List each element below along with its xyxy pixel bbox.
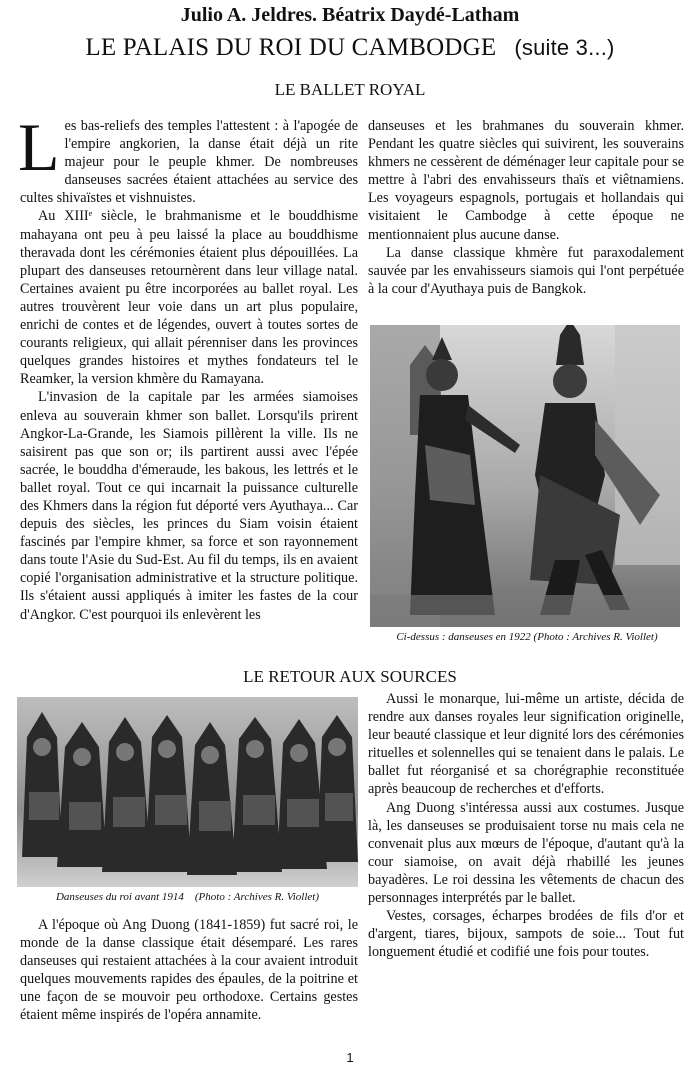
page-title bbox=[0, 34, 700, 62]
paragraph-ang-duong: A l'époque où Ang Duong (1841-1859) fut sacré roi, le monde de la danse classique était désemparé. Les rares danseuses qui restaient attachées à la cour avaient introduit quelques mouvements rapides des épaules, de la poitrine et une façon de se mouvoir peu orthodoxe. Certains gestes étaient même inspirés de l'opéra annamite. bbox=[20, 917, 358, 1024]
dropcap-letter: L bbox=[18, 109, 60, 185]
paragraph-danse-classique: La danse classique khmère fut paraxodalement sauvée par les envahisseurs siamois qui l'ont perpétuée à la cour d'Ayuthaya puis de Bangkok. bbox=[368, 244, 684, 297]
paragraph-vestes: Vestes, corsages, écharpes brodées de fils d'or et d'argent, tiares, bijoux, sampots de soie... Tout fut longuement étudié et codifié une fois pour toutes. bbox=[368, 908, 684, 961]
paragraph-monarque: Aussi le monarque, lui-même un artiste, décida de rendre aux danses royales leur signification originelle, leur beauté classique et leur dignité lors des cérémonies rituelles et solennelles qui se tenaient dans le palais. Le ballet fut réorganisé et sa chorégraphie reconstituée après beaucoup de recherches et d'efforts. bbox=[368, 691, 684, 798]
page-number: 1 bbox=[346, 1050, 354, 1065]
photo-dancers-1922-image bbox=[370, 325, 680, 627]
title-suite: (suite 3...) bbox=[514, 35, 615, 60]
paragraph-xiii-siecle: Au XIIIᵉ siècle, le brahmanisme et le bouddhisme mahayana ont peu à peu laissé la place au bouddhisme theravada dont les cérémonies étaient plus dépouillées. La plupart des danseuses retournèrent dans leur village natal. Certaines avaient pu être incorporées au ballet royal. Les autres trouvèrent leur voie dans un art plus populaire, enrichi de contes et de légendes, ouvert à toutes sortes de courants religieux, qui allait pérenniser dans les provinces quelques grandes histoires et mythes fondateurs tel le Reamker, la version khmère du Ramayana. bbox=[20, 208, 358, 388]
section-title-retour-aux-sources: LE RETOUR AUX SOURCES bbox=[243, 667, 457, 686]
column-right-2 bbox=[368, 690, 684, 961]
paragraph-invasion: L'invasion de la capitale par les armées siamoises enleva au souverain khmer son ballet. Lorsqu'ils prirent Angkor-La-Grande, les Siamois pillèrent la ville. Ils ne saisirent pas que son or; ils partirent aussi avec l'épée sacrée, le bouddha d'émeraude, les bakous, les lettrés et le ballet royal. Tout ce qui incarnait la puissance culturelle des Khmers dans la région fut déporté vers Ayuthaya... Car depuis des siècles, les princes du Siam voisin étaient fascinés par l'empire khmer, sa force et son rayonnement dans toute l'Asie du Sud-Est. Au fil du temps, ils en avaient copié l'organisation administrative et la structure politique. Ils s'étaient aussi appliqués à imiter les fastes de la cour d'Angkor. C'est pourquoi ils enlevèrent les bbox=[20, 389, 358, 623]
caption-photo-1922: Ci-dessus : danseuses en 1922 (Photo : Archives R. Viollet) bbox=[396, 631, 658, 643]
section-title-ballet-royal: LE BALLET ROYAL bbox=[274, 80, 426, 99]
paragraph-continuation: danseuses et les brahmanes du souverain khmer. Pendant les quatre siècles qui suivirent, les souverains khmers ne cessèrent de déménager leur capitale pour se mettre à l'abri des envahisseurs thaïs et viêtnamiens. Les voyageurs espagnols, portugais et hollandais qui visitaient le Cambodge à cette époque ne mentionnaient plus aucune danse. bbox=[368, 118, 684, 243]
caption-photo-1914: Danseuses du roi avant 1914 (Photo : Archives R. Viollet) bbox=[55, 891, 320, 903]
photo-dancers-1922 bbox=[370, 325, 680, 627]
column-right-1 bbox=[368, 117, 684, 298]
column-left-1 bbox=[18, 109, 358, 624]
photo-dancers-before-1914 bbox=[17, 697, 358, 887]
column-left-2 bbox=[20, 916, 358, 1025]
paragraph-intro-text: es bas-reliefs des temples l'attestent : à l'apogée de l'empire angkorien, la danse était déjà un rite majeur pour le peuple khmer. De nombreuses danseuses sacrées étaient attachées au service des cultes shivaïstes et vishnuistes. bbox=[20, 118, 358, 207]
photo-dancers-before-1914-image bbox=[17, 697, 358, 887]
paragraph-costumes: Ang Duong s'intéressa aussi aux costumes. Jusque là, les danseuses se produisaient torse nu mais cela ne convenait plus aux mœurs de l'époque, d'autant qu'à la cour siamoise, on avait déjà rhabillé les jeunes bayadères. Le roi dessina les vêtements de chacun des personnages interprétés par le ballet. bbox=[368, 799, 684, 907]
paragraph-intro bbox=[18, 109, 358, 207]
title-text: LE PALAIS DU ROI DU CAMBODGE bbox=[85, 34, 497, 61]
authors-line: Julio A. Jeldres. Béatrix Daydé-Latham bbox=[180, 4, 520, 26]
